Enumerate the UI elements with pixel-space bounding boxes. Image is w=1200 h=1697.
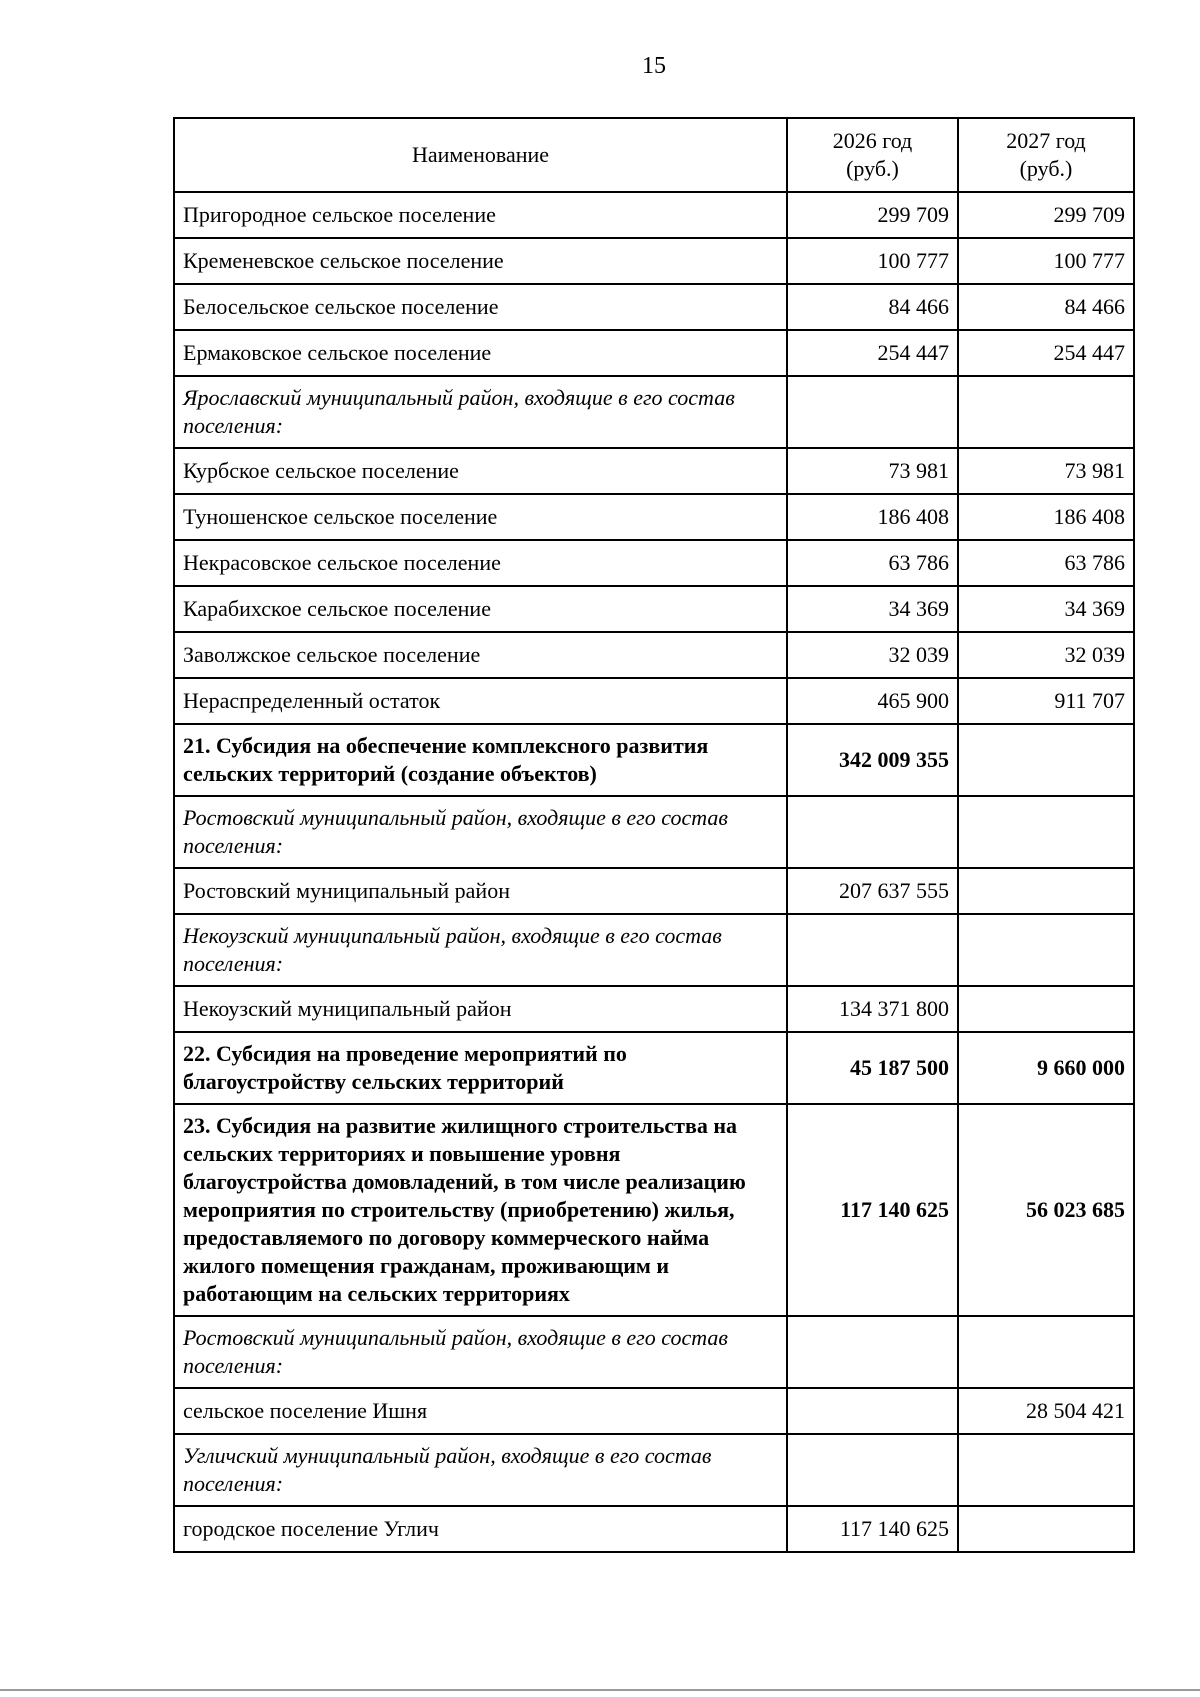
row-name: 22. Субсидия на проведение мероприятий по благоустройству сельских территорий <box>174 1032 787 1104</box>
row-value-2026 <box>787 1316 958 1388</box>
table-row <box>174 330 1134 376</box>
row-value-2027: 28 504 421 <box>958 1388 1134 1434</box>
row-value-2027: 32 039 <box>958 632 1134 678</box>
row-value-2026: 117 140 625 <box>787 1104 958 1316</box>
row-value-2026 <box>787 376 958 448</box>
table-row <box>174 284 1134 330</box>
row-value-2026: 186 408 <box>787 494 958 540</box>
table-row-subsidy <box>174 1104 1134 1316</box>
row-name: Пригородное сельское поселение <box>174 192 787 238</box>
row-value-2027 <box>958 1506 1134 1552</box>
row-name: Некрасовское сельское поселение <box>174 540 787 586</box>
row-name: Белосельское сельское поселение <box>174 284 787 330</box>
table-row-district-heading <box>174 1316 1134 1388</box>
row-value-2026 <box>787 1434 958 1506</box>
table-row <box>174 192 1134 238</box>
row-value-2027: 186 408 <box>958 494 1134 540</box>
table-row <box>174 868 1134 914</box>
header-name <box>174 118 787 192</box>
header-year-2027-unit: (руб.) <box>1019 156 1073 181</box>
row-value-2027: 73 981 <box>958 448 1134 494</box>
row-value-2026: 134 371 800 <box>787 986 958 1032</box>
table-row <box>174 632 1134 678</box>
budget-table <box>173 117 1135 1553</box>
row-name: Ермаковское сельское поселение <box>174 330 787 376</box>
table-row-subsidy <box>174 724 1134 796</box>
table-row-district-heading <box>174 1434 1134 1506</box>
table-row-subsidy <box>174 1032 1134 1104</box>
row-value-2027: 56 023 685 <box>958 1104 1134 1316</box>
row-name: Ростовский муниципальный район <box>174 868 787 914</box>
row-name: Некоузский муниципальный район <box>174 986 787 1032</box>
row-name: Заволжское сельское поселение <box>174 632 787 678</box>
row-value-2026: 73 981 <box>787 448 958 494</box>
header-year-2026-unit: (руб.) <box>846 156 899 181</box>
row-name: городское поселение Углич <box>174 1506 787 1552</box>
row-name: Нераспределенный остаток <box>174 678 787 724</box>
row-value-2026: 117 140 625 <box>787 1506 958 1552</box>
table-header-row <box>174 118 1134 192</box>
header-name-label: Наименование <box>411 142 550 167</box>
row-name: Ростовский муниципальный район, входящие в его состав поселения: <box>174 796 787 868</box>
page-number: 15 <box>642 53 666 79</box>
row-value-2026: 299 709 <box>787 192 958 238</box>
row-name: Угличский муниципальный район, входящие в его состав поселения: <box>174 1434 787 1506</box>
row-value-2026: 45 187 500 <box>787 1032 958 1104</box>
row-name: 21. Субсидия на обеспечение комплексного развития сельских территорий (создание объектов) <box>174 724 787 796</box>
row-name: Ростовский муниципальный район, входящие в его состав поселения: <box>174 1316 787 1388</box>
row-value-2027 <box>958 986 1134 1032</box>
header-year-2027-label: 2027 год <box>1006 128 1086 153</box>
row-value-2026 <box>787 914 958 986</box>
row-value-2026: 63 786 <box>787 540 958 586</box>
row-value-2027 <box>958 376 1134 448</box>
row-value-2026: 465 900 <box>787 678 958 724</box>
table-row <box>174 238 1134 284</box>
header-year-2026-label: 2026 год <box>832 128 913 153</box>
table-row <box>174 986 1134 1032</box>
table-row <box>174 586 1134 632</box>
header-year-2026 <box>787 118 958 192</box>
header-year-2027 <box>958 118 1134 192</box>
row-value-2027: 84 466 <box>958 284 1134 330</box>
row-name: Некоузский муниципальный район, входящие в его состав поселения: <box>174 914 787 986</box>
row-value-2027 <box>958 868 1134 914</box>
row-value-2027: 911 707 <box>958 678 1134 724</box>
row-value-2027 <box>958 1316 1134 1388</box>
row-value-2026: 254 447 <box>787 330 958 376</box>
row-value-2026: 34 369 <box>787 586 958 632</box>
row-value-2027 <box>958 1434 1134 1506</box>
row-value-2027: 34 369 <box>958 586 1134 632</box>
row-value-2026 <box>787 1388 958 1434</box>
table-row <box>174 1388 1134 1434</box>
row-name: Карабихское сельское поселение <box>174 586 787 632</box>
table-row <box>174 448 1134 494</box>
row-value-2027 <box>958 914 1134 986</box>
table-row-district-heading <box>174 796 1134 868</box>
row-value-2026 <box>787 796 958 868</box>
row-value-2026: 100 777 <box>787 238 958 284</box>
row-name: Ярославский муниципальный район, входящие в его состав поселения: <box>174 376 787 448</box>
row-value-2027 <box>958 724 1134 796</box>
row-value-2027: 9 660 000 <box>958 1032 1134 1104</box>
row-value-2027 <box>958 796 1134 868</box>
row-name: 23. Субсидия на развитие жилищного строительства на сельских территориях и повышение уровня благоустройства домовладений, в том числе реализацию мероприятия по строительству (приобретению) жилья, предоставляемого по договору коммерческого найма жилого помещения гражданам, проживающим и работающим на сельских территориях <box>174 1104 787 1316</box>
row-name: Курбское сельское поселение <box>174 448 787 494</box>
page-bottom-rule <box>0 1689 1200 1691</box>
row-value-2027: 63 786 <box>958 540 1134 586</box>
table-row-district-heading <box>174 376 1134 448</box>
row-value-2026: 32 039 <box>787 632 958 678</box>
table-row <box>174 494 1134 540</box>
row-value-2026: 84 466 <box>787 284 958 330</box>
table-row-district-heading <box>174 914 1134 986</box>
row-value-2027: 100 777 <box>958 238 1134 284</box>
row-value-2027: 254 447 <box>958 330 1134 376</box>
row-name: Туношенское сельское поселение <box>174 494 787 540</box>
table-row <box>174 1506 1134 1552</box>
row-value-2026: 342 009 355 <box>787 724 958 796</box>
row-name: сельское поселение Ишня <box>174 1388 787 1434</box>
table-row <box>174 540 1134 586</box>
row-value-2027: 299 709 <box>958 192 1134 238</box>
row-value-2026: 207 637 555 <box>787 868 958 914</box>
row-name: Кременевское сельское поселение <box>174 238 787 284</box>
table-row <box>174 678 1134 724</box>
